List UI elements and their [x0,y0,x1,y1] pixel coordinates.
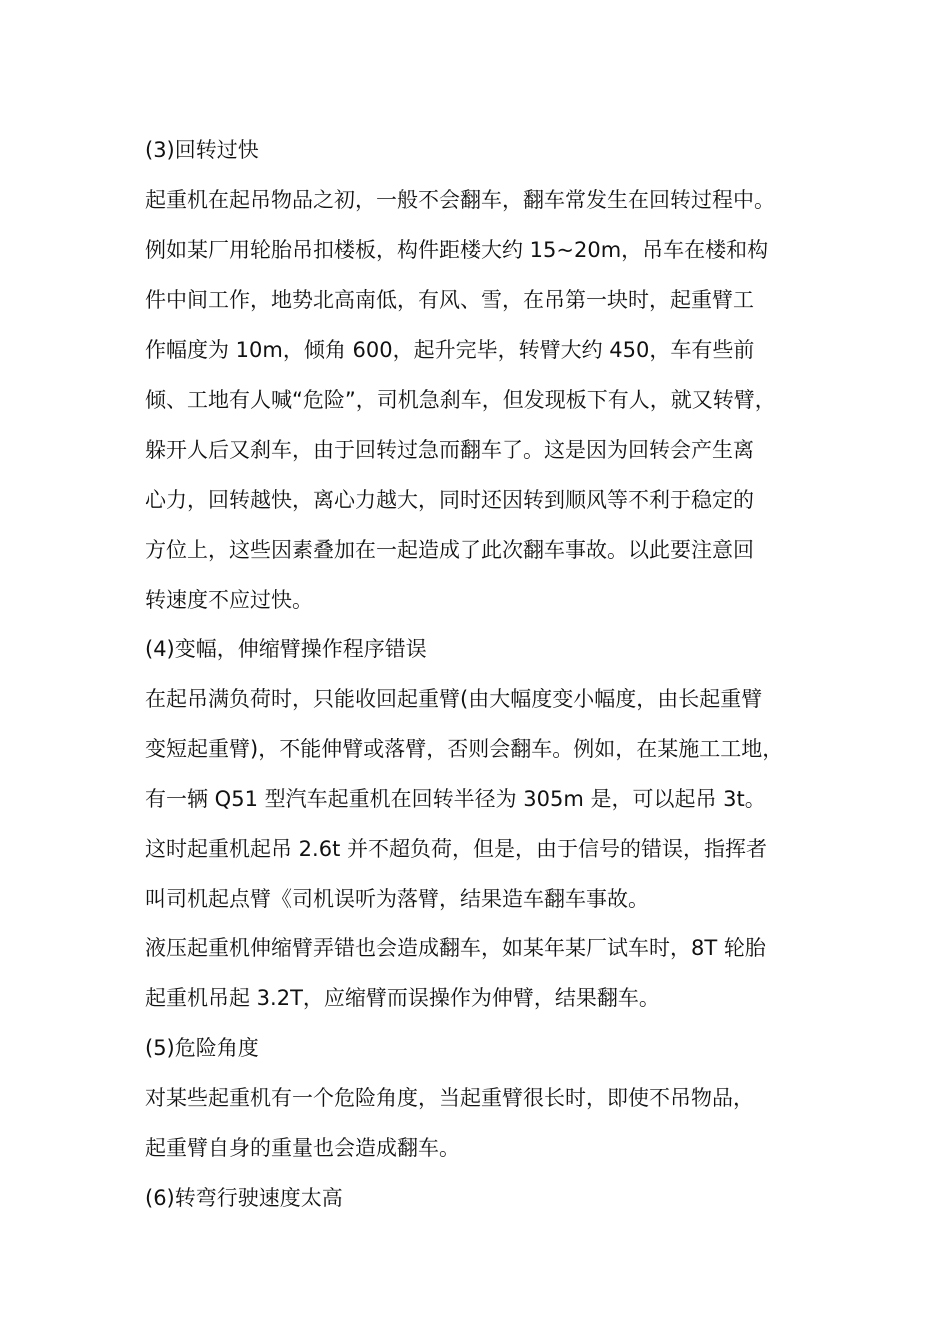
heading-5-danger-angle: (5)危险角度 [145,1036,259,1060]
paragraph-line: 起重机在起吊物品之初，一般不会翻车，翻车常发生在回转过程中。 [145,188,775,212]
paragraph-line: 起重臂自身的重量也会造成翻车。 [145,1136,460,1160]
paragraph-line: 叫司机起点臂《司机误听为落臂，结果造车翻车事故。 [145,887,649,911]
paragraph-line: 有一辆 Q51 型汽车起重机在回转半径为 305m 是，可以起吊 3t。 [145,787,766,811]
paragraph-line: 在起吊满负荷时，只能收回起重臂(由大幅度变小幅度，由长起重臂 [145,687,763,711]
paragraph-line: 这时起重机起吊 2.6t 并不超负荷，但是，由于信号的错误，指挥者 [145,837,767,861]
paragraph-line: 对某些起重机有一个危险角度，当起重臂很长时，即使不吊物品， [145,1086,754,1110]
paragraph-line: 转速度不应过快。 [145,588,313,612]
paragraph-line: 变短起重臂)，不能伸臂或落臂，否则会翻车。例如，在某施工工地， [145,737,784,761]
paragraph-line: 起重机吊起 3.2T，应缩臂而误操作为伸臂，结果翻车。 [145,986,660,1010]
heading-4-luffing-error: (4)变幅，伸缩臂操作程序错误 [145,637,427,661]
paragraph-line: 倾、工地有人喊“危险”，司机急刹车，但发现板下有人，就又转臂， [145,388,776,412]
paragraph-line: 液压起重机伸缩臂弄错也会造成翻车，如某年某厂试车时，8T 轮胎 [145,936,766,960]
paragraph-line: 作幅度为 10m，倾角 600，起升完毕，转臂大约 450，车有些前 [145,338,755,362]
heading-3-rotation-too-fast: (3)回转过快 [145,138,259,162]
paragraph-line: 心力，回转越快，离心力越大，同时还因转到顺风等不利于稳定的 [145,488,754,512]
paragraph-line: 件中间工作，地势北高南低，有风、雪，在吊第一块时，起重臂工 [145,288,754,312]
paragraph-line: 躲开人后又刹车，由于回转过急而翻车了。这是因为回转会产生离 [145,438,754,462]
paragraph-line: 方位上，这些因素叠加在一起造成了此次翻车事故。以此要注意回 [145,538,754,562]
paragraph-line: 例如某厂用轮胎吊扣楼板，构件距楼大约 15~20m，吊车在楼和构 [145,238,769,262]
heading-6-turning-speed: (6)转弯行驶速度太高 [145,1186,343,1210]
